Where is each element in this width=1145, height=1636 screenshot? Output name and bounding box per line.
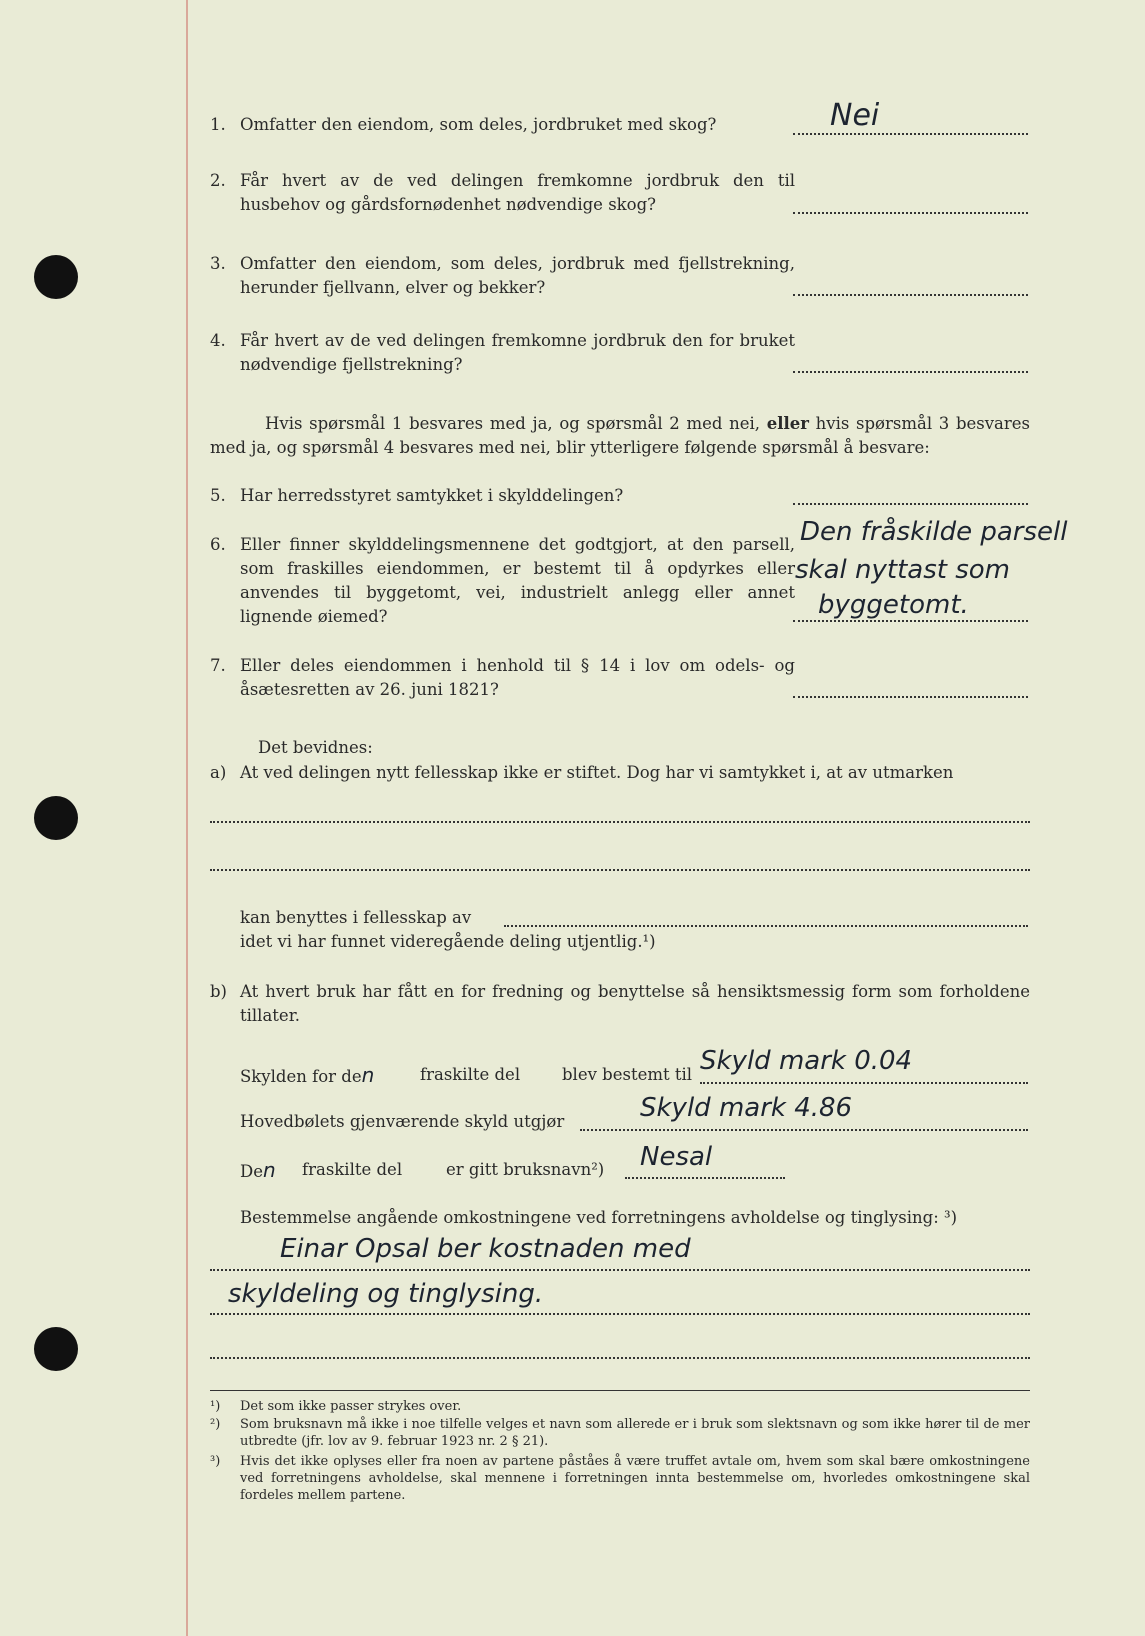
footnote-mark: ²) xyxy=(210,1417,221,1432)
hoved-answer-line xyxy=(580,1129,1028,1131)
navn-label xyxy=(240,1158,276,1184)
skyld-label xyxy=(240,1063,374,1089)
question-number: 1. xyxy=(210,115,226,134)
cost-answer-line xyxy=(210,1313,1030,1315)
answer-line xyxy=(793,620,1028,622)
answer-line xyxy=(793,294,1028,296)
skyld-value-handwritten: Skyld mark 0.04 xyxy=(700,1046,913,1076)
question-text: Omfatter den eiendom, som deles, jordbruket med skog? xyxy=(240,115,717,134)
cost-answer-line xyxy=(210,1269,1030,1271)
certify-heading: Det bevidnes: xyxy=(258,738,373,757)
cost-value-handwritten: skyldeling og tinglysing. xyxy=(228,1279,544,1309)
cost-answer-line xyxy=(210,1357,1030,1359)
punch-hole xyxy=(34,255,78,299)
footnote-mark: ³) xyxy=(210,1454,221,1469)
footnote-text: Det som ikke passer strykes over. xyxy=(240,1399,462,1414)
navn-label-part: fraskilte del xyxy=(302,1160,403,1179)
answer-line xyxy=(793,503,1028,505)
navn-answer-line xyxy=(625,1177,785,1179)
certify-b-label: b) xyxy=(210,982,227,1001)
question-text: Har herredsstyret samtykket i skylddelingen? xyxy=(240,486,624,505)
footnote-text: Hvis det ikke oplyses eller fra noen av partene påståes å være truffet avtale om, hvem som skal bære omkostningene ved forretningens avholdelse, skal mennene i forretningen innta bestemmelse om, hvorledes omkostningene skal fordeles mellem partene. xyxy=(240,1454,1030,1503)
answer-handwritten-line: skal nyttast som xyxy=(795,555,1010,585)
punch-hole xyxy=(34,796,78,840)
question-number: 7. xyxy=(210,656,226,675)
question-text: Får hvert av de ved delingen fremkomne jordbruk den til husbehov og gårdsfornødenhet nødvendige skog? xyxy=(240,171,795,214)
reason-text: idet vi har funnet videregående deling utjentlig.¹) xyxy=(240,932,656,951)
cost-value-handwritten: Einar Opsal ber kostnaden med xyxy=(280,1234,691,1264)
footnote-mark: ¹) xyxy=(210,1399,221,1414)
footnote-2 xyxy=(210,1416,1030,1450)
answer-line xyxy=(793,371,1028,373)
question-number: 4. xyxy=(210,331,226,350)
footnote-rule xyxy=(210,1390,1030,1391)
navn-label-part: er gitt bruksnavn²) xyxy=(446,1160,605,1179)
certify-a-label: a) xyxy=(210,763,227,782)
hoved-label: Hovedbølets gjenværende skyld utgjør xyxy=(240,1112,565,1131)
handwritten-suffix: n xyxy=(361,1063,375,1087)
skyld-label-part: blev bestemt til xyxy=(562,1065,693,1084)
answer-line xyxy=(793,133,1028,135)
skyld-answer-line xyxy=(700,1082,1028,1084)
navn-value-handwritten: Nesal xyxy=(640,1142,713,1172)
blank-line xyxy=(210,869,1030,871)
punch-hole xyxy=(34,1327,78,1371)
answer-handwritten-line: byggetomt. xyxy=(818,590,969,620)
question-text: Omfatter den eiendom, som deles, jordbruk med fjellstrekning, herunder fjellvann, elver og bekker? xyxy=(240,254,795,297)
question-text: Får hvert av de ved delingen fremkomne jordbruk den for bruket nødvendige fjellstrekning? xyxy=(240,331,795,374)
answer-handwritten: Nei xyxy=(830,98,880,133)
certify-b-text: At hvert bruk har fått en for fredning og benyttelse så hensiktsmessig form som forholdene tillater. xyxy=(240,982,1030,1025)
question-text: Eller finner skylddelingsmennene det godtgjort, at den parsell, som fraskilles eiendommen, er bestemt til å opdyrkes eller anvendes til byggetomt, vei, industrielt anlegg eller annet lignende øiemed? xyxy=(240,535,795,626)
certify-a-text: At ved delingen nytt fellesskap ikke er stiftet. Dog har vi samtykket i, at av utmarken xyxy=(240,763,954,782)
skyld-label-part: fraskilte del xyxy=(420,1065,521,1084)
footnote-text: Som bruksnavn må ikke i noe tilfelle velges et navn som allerede er i bruk som slektsnavn og som ikke hører til de mer utbredte (jfr. lov av 9. februar 1923 nr. 2 § 21). xyxy=(240,1417,1030,1449)
condition-paragraph xyxy=(210,412,1030,460)
footnote-3 xyxy=(210,1453,1030,1504)
question-text: Eller deles eiendommen i henhold til § 14 i lov om odels- og åsætesretten av 26. juni 1821? xyxy=(240,656,795,699)
condition-text: hvis spørsmål 3 besvares med ja, og spørsmål 4 besvares med nei, blir ytterligere følgende spørsmål å besvare: xyxy=(210,414,1031,457)
answer-line xyxy=(793,212,1028,214)
blank-line xyxy=(210,821,1030,823)
skyld-label-part: Skylden for de xyxy=(240,1067,362,1086)
common-use-label: kan benyttes i fellesskap av xyxy=(240,908,472,927)
condition-text: Hvis spørsmål 1 besvares med ja, og spørsmål 2 med nei, xyxy=(265,414,761,433)
navn-label-part: De xyxy=(240,1162,263,1181)
handwritten-suffix: n xyxy=(263,1158,276,1182)
hoved-value-handwritten: Skyld mark 4.86 xyxy=(640,1093,853,1123)
condition-emphasis: eller xyxy=(766,414,809,433)
answer-line xyxy=(793,696,1028,698)
question-number: 5. xyxy=(210,486,226,505)
blank-line xyxy=(504,925,1028,927)
footnote-1 xyxy=(210,1398,1030,1415)
question-number: 3. xyxy=(210,254,226,273)
margin-line xyxy=(186,0,188,1636)
question-number: 6. xyxy=(210,535,226,554)
answer-handwritten-line: Den fråskilde parsell xyxy=(800,517,1068,547)
cost-label: Bestemmelse angående omkostningene ved forretningens avholdelse og tinglysing: ³) xyxy=(240,1208,958,1227)
question-number: 2. xyxy=(210,171,226,190)
